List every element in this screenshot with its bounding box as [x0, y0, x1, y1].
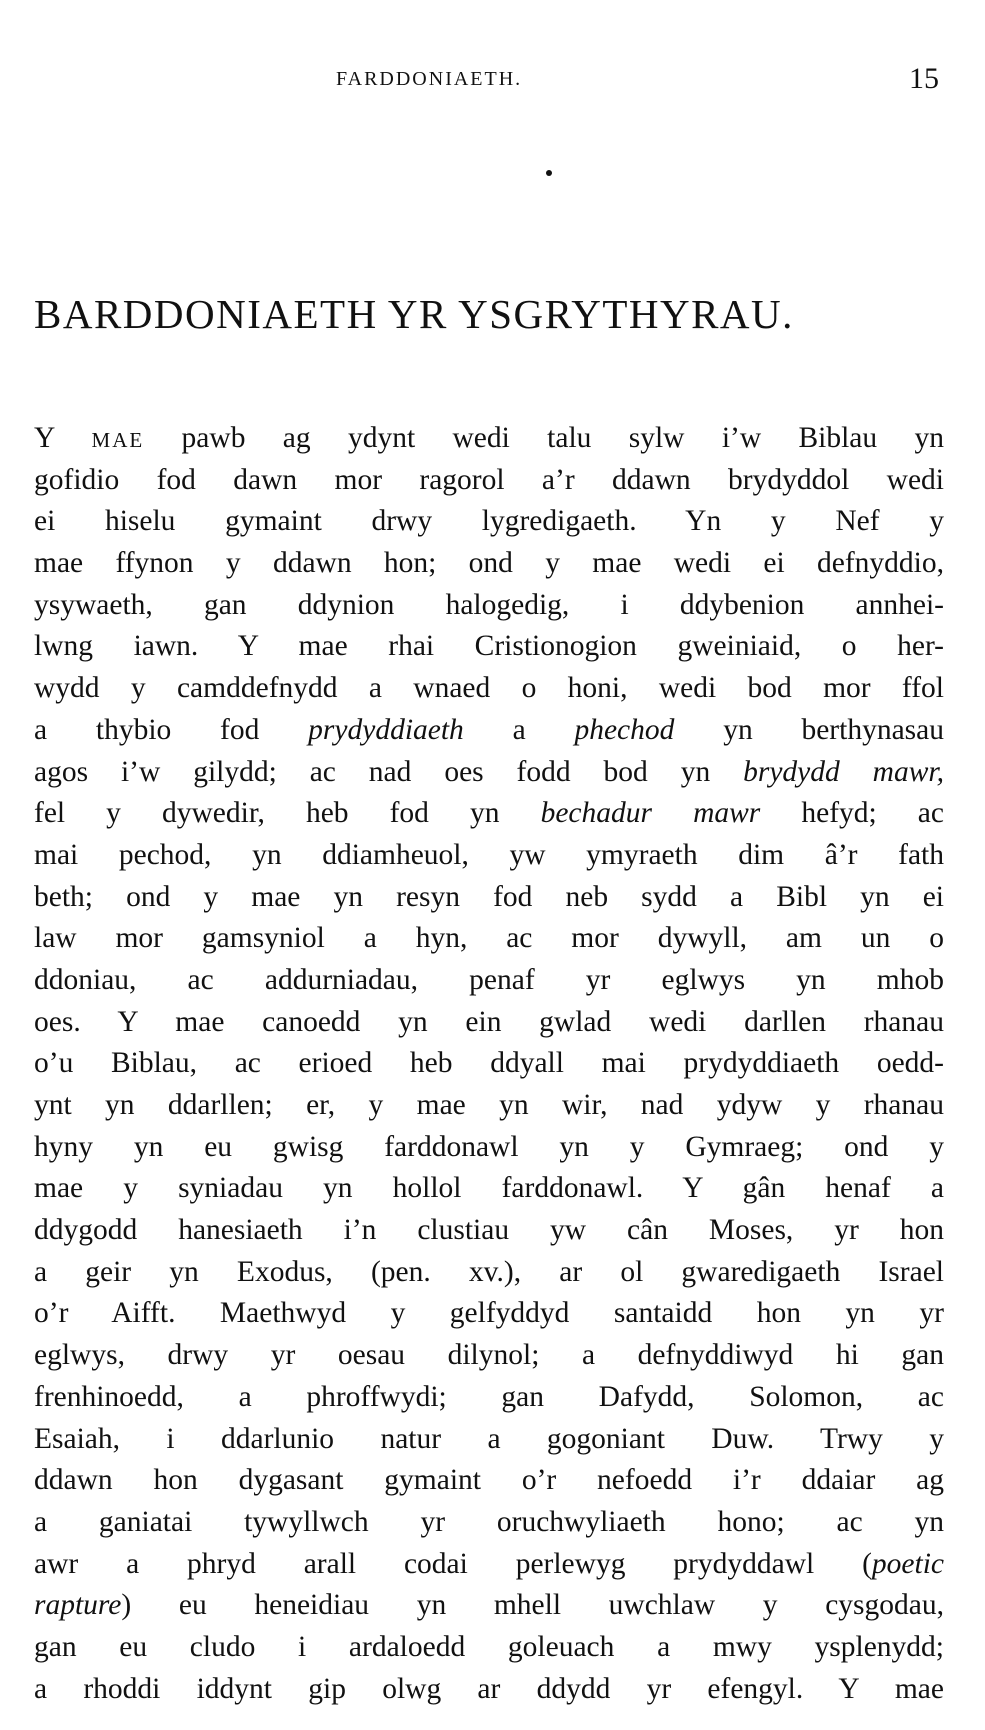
- text-line: ei hiselu gymaint drwy lygredigaeth. Yn y Nef y: [34, 505, 944, 538]
- text-line: o’r Aifft. Maethwyd y gelfyddyd santaidd hon yn yr: [34, 1297, 944, 1330]
- italic-phrase: phechod: [574, 713, 675, 746]
- italic-phrase: bechadur mawr: [540, 797, 761, 830]
- text-line: law mor gamsyniol a hyn, ac mor dywyll, am un o: [34, 922, 944, 955]
- text-line: lwng iawn. Y mae rhai Cristionogion gweiniaid, o her-: [34, 630, 944, 663]
- page-number: 15: [909, 62, 939, 95]
- text-line: ddawn hon dygasant gymaint o’r nefoedd i’r ddaiar ag: [34, 1464, 944, 1497]
- text-line: a thybio fod prydyddiaeth a phechod yn berthynasau: [34, 713, 944, 746]
- italic-phrase: rapture: [34, 1589, 122, 1622]
- text-line: a rhoddi iddynt gip olwg ar ddydd yr efengyl. Y mae: [34, 1672, 944, 1705]
- text-line: a ganiatai tywyllwch yr oruchwyliaeth hono; ac yn: [34, 1505, 944, 1538]
- text-line: awr a phryd arall codai perlewyg prydyddawl (poetic: [34, 1547, 944, 1580]
- text-line: gan eu cludo i ardaloedd goleuach a mwy ysplenydd;: [34, 1630, 944, 1663]
- text-line: frenhinoedd, a phroffwydi; gan Dafydd, Solomon, ac: [34, 1380, 944, 1413]
- text-line: Esaiah, i ddarlunio natur a gogoniant Duw. Trwy y: [34, 1422, 944, 1455]
- small-caps-opening: mae: [91, 422, 145, 454]
- text-line: agos i’w gilydd; ac nad oes fodd bod yn brydydd mawr,: [34, 755, 945, 788]
- text-line: ddygodd hanesiaeth i’n clustiau yw cân Moses, yr hon: [34, 1214, 944, 1247]
- text-line: mai pechod, yn ddiamheuol, yw ymyraeth dim â’r fath: [34, 838, 944, 871]
- text-line: gofidio fod dawn mor ragorol a’r ddawn brydyddol wedi: [34, 463, 944, 496]
- text-line: ynt yn ddarllen; er, y mae yn wir, nad ydyw y rhanau: [34, 1089, 944, 1121]
- text-line: eglwys, drwy yr oesau dilynol; a defnyddiwyd hi gan: [34, 1339, 944, 1372]
- chapter-heading: BARDDONIAETH YR YSGRYTHYRAU.: [34, 291, 794, 337]
- text-line: ddoniau, ac addurniadau, penaf yr eglwys yn mhob: [34, 963, 944, 996]
- text-line: Y mae pawb ag ydynt wedi talu sylw i’w Biblau yn: [34, 422, 944, 454]
- italic-phrase: prydyddiaeth: [308, 713, 464, 746]
- body-paragraph: [34, 418, 944, 1710]
- running-title: FARDDONIAETH.: [336, 68, 523, 90]
- text-line: oes. Y mae canoedd yn ein gwlad wedi darllen rhanau: [34, 1005, 944, 1038]
- text-line: mae ffynon y ddawn hon; ond y mae wedi ei defnyddio,: [34, 547, 944, 580]
- italic-phrase: poetic: [871, 1547, 944, 1580]
- text-line: fel y dywedir, heb fod yn bechadur mawr hefyd; ac: [34, 797, 944, 830]
- text-line: o’u Biblau, ac erioed heb ddyall mai prydyddiaeth oedd-: [34, 1047, 944, 1080]
- text-line: wydd y camddefnydd a wnaed o honi, wedi bod mor ffol: [34, 672, 944, 705]
- running-header: [36, 62, 939, 102]
- text-line: a geir yn Exodus, (pen. xv.), ar ol gwaredigaeth Israel: [34, 1255, 944, 1288]
- text-line: mae y syniadau yn hollol farddonawl. Y gân henaf a: [34, 1172, 944, 1205]
- printer-dot-mark: [546, 170, 552, 176]
- text-line: rapture) eu heneidiau yn mhell uwchlaw y cysgodau,: [34, 1589, 944, 1622]
- text-line: ysywaeth, gan ddynion halogedig, i ddybenion annhei-: [34, 588, 944, 621]
- italic-phrase: brydydd mawr,: [743, 755, 945, 788]
- text-line: hyny yn eu gwisg farddonawl yn y Gymraeg; ond y: [34, 1130, 944, 1163]
- text-line: beth; ond y mae yn resyn fod neb sydd a Bibl yn ei: [34, 880, 944, 913]
